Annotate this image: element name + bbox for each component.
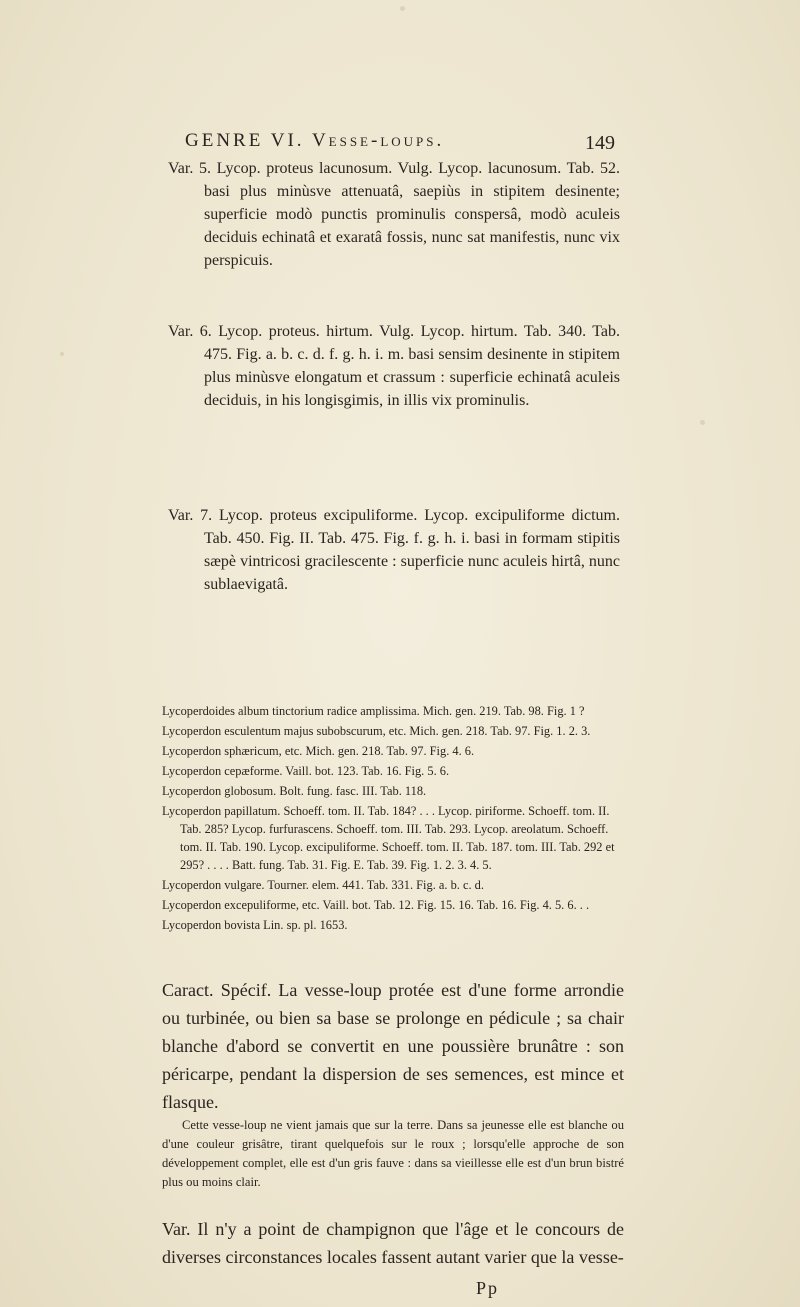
variety-text: Var. 5. Lycop. proteus lacunosum. Vulg. Lycop. lacunosum. Tab. 52. basi plus minùsve attenuatâ, saepiùs in stipitem desinente; superficie modò punctis prominulis conspersâ, modò aculeis deciduis echinatâ et exaratâ fossis, nunc sat manifestis, nunc vix perspicuis.: [168, 160, 620, 269]
synonym-entry: Lycoperdon vulgare. Tourner. elem. 441. Tab. 331. Fig. a. b. c. d.: [162, 878, 484, 892]
variety-text: Var. 6. Lycop. proteus. hirtum. Vulg. Lycop. hirtum. Tab. 340. Tab. 475. Fig. a. b. c. d. f. g. h. i. m. basi sensim desinente in stipitem plus minùsve elongatum et crassum : superficie echinatâ aculeis deciduis, in his longisgimis, in illis vix prominulis.: [168, 323, 620, 409]
synonym-entry: Lycoperdon cepæforme. Vaill. bot. 123. Tab. 16. Fig. 5. 6.: [162, 764, 450, 778]
specific-characters: Caract. Spécif. La vesse-loup protée est d'une forme arrondie ou turbinée, ou bien sa base se prolonge en pédicule ; sa chair blanche d'abord se convertit en une poussière brunâtre : son péricarpe, pendant la dispersion de ses semences, est mince et flasque.: [162, 980, 624, 1112]
synonym-entry: Lycoperdon excepuliforme, etc. Vaill. bot. Tab. 12. Fig. 15. 16. Tab. 16. Fig. 4. 5. 6. . .: [162, 898, 590, 912]
variety-text: Var. 7. Lycop. proteus excipuliforme. Lycop. excipuliforme dictum. Tab. 450. Fig. II. Tab. 475. Fig. f. g. h. i. basi in formam stipitis sæpè vintricosi gracilescente : superficie nunc aculeis hirtâ, nunc sublaevigatâ.: [168, 507, 620, 593]
synonym-entry: Lycoperdon papillatum. Schoeff. tom. II. Tab. 184? . . . Lycop. piriforme. Schoeff. tom. II. Tab. 285? Lycop. furfurascens. Schoeff. tom. III. Tab. 293. Lycop. areolatum. Schoeff. tom. II. Tab. 190. Lycop. excipuliforme. Schoeff. tom. II. Tab. 187. tom. III. Tab. 292 et 295? . . . . Batt. fung. Tab. 31. Fig. E. Tab. 39. Fig. 1. 2. 3. 4. 5.: [162, 804, 615, 872]
variety-6: [168, 320, 620, 412]
synonym-entry: Lycoperdoides album tinctorium radice amplissima. Mich. gen. 219. Tab. 98. Fig. 1 ?: [162, 704, 585, 718]
signature-mark: Pp: [476, 1278, 500, 1298]
foxing-spot: [60, 352, 64, 356]
variation-paragraph: Var. Il n'y a point de champignon que l'âge et le concours de diverses circonstances locales fassent autant varier que la vesse-: [162, 1219, 624, 1267]
synonym-entry: Lycoperdon esculentum majus subobscurum, etc. Mich. gen. 218. Tab. 97. Fig. 1. 2. 3.: [162, 724, 591, 738]
description-note: [162, 1116, 624, 1192]
note-text: Cette vesse-loup ne vient jamais que sur la terre. Dans sa jeunesse elle est blanche ou d'une couleur grisâtre, tirant quelquefois sur le roux ; lorsqu'elle approche de son développement complet, elle est d'un gris fauve : dans sa vieillesse elle est d'un brun bistré plus ou moins clair.: [162, 1118, 624, 1189]
synonym-entry: Lycoperdon bovista Lin. sp. pl. 1653.: [162, 918, 348, 932]
synonym-entry: Lycoperdon globosum. Bolt. fung. fasc. III. Tab. 118.: [162, 784, 427, 798]
running-title: GENRE VI. Vesse-loups.: [185, 130, 445, 151]
foxing-spot: [700, 420, 705, 425]
variety-5: [168, 157, 620, 272]
synonym-entry: Lycoperdon sphæricum, etc. Mich. gen. 218. Tab. 97. Fig. 4. 6.: [162, 744, 475, 758]
synonymy-list: [162, 702, 624, 936]
variety-7: [168, 504, 620, 596]
foxing-spot: [400, 6, 405, 11]
page-number: 149: [585, 132, 615, 154]
running-header: [185, 130, 615, 154]
